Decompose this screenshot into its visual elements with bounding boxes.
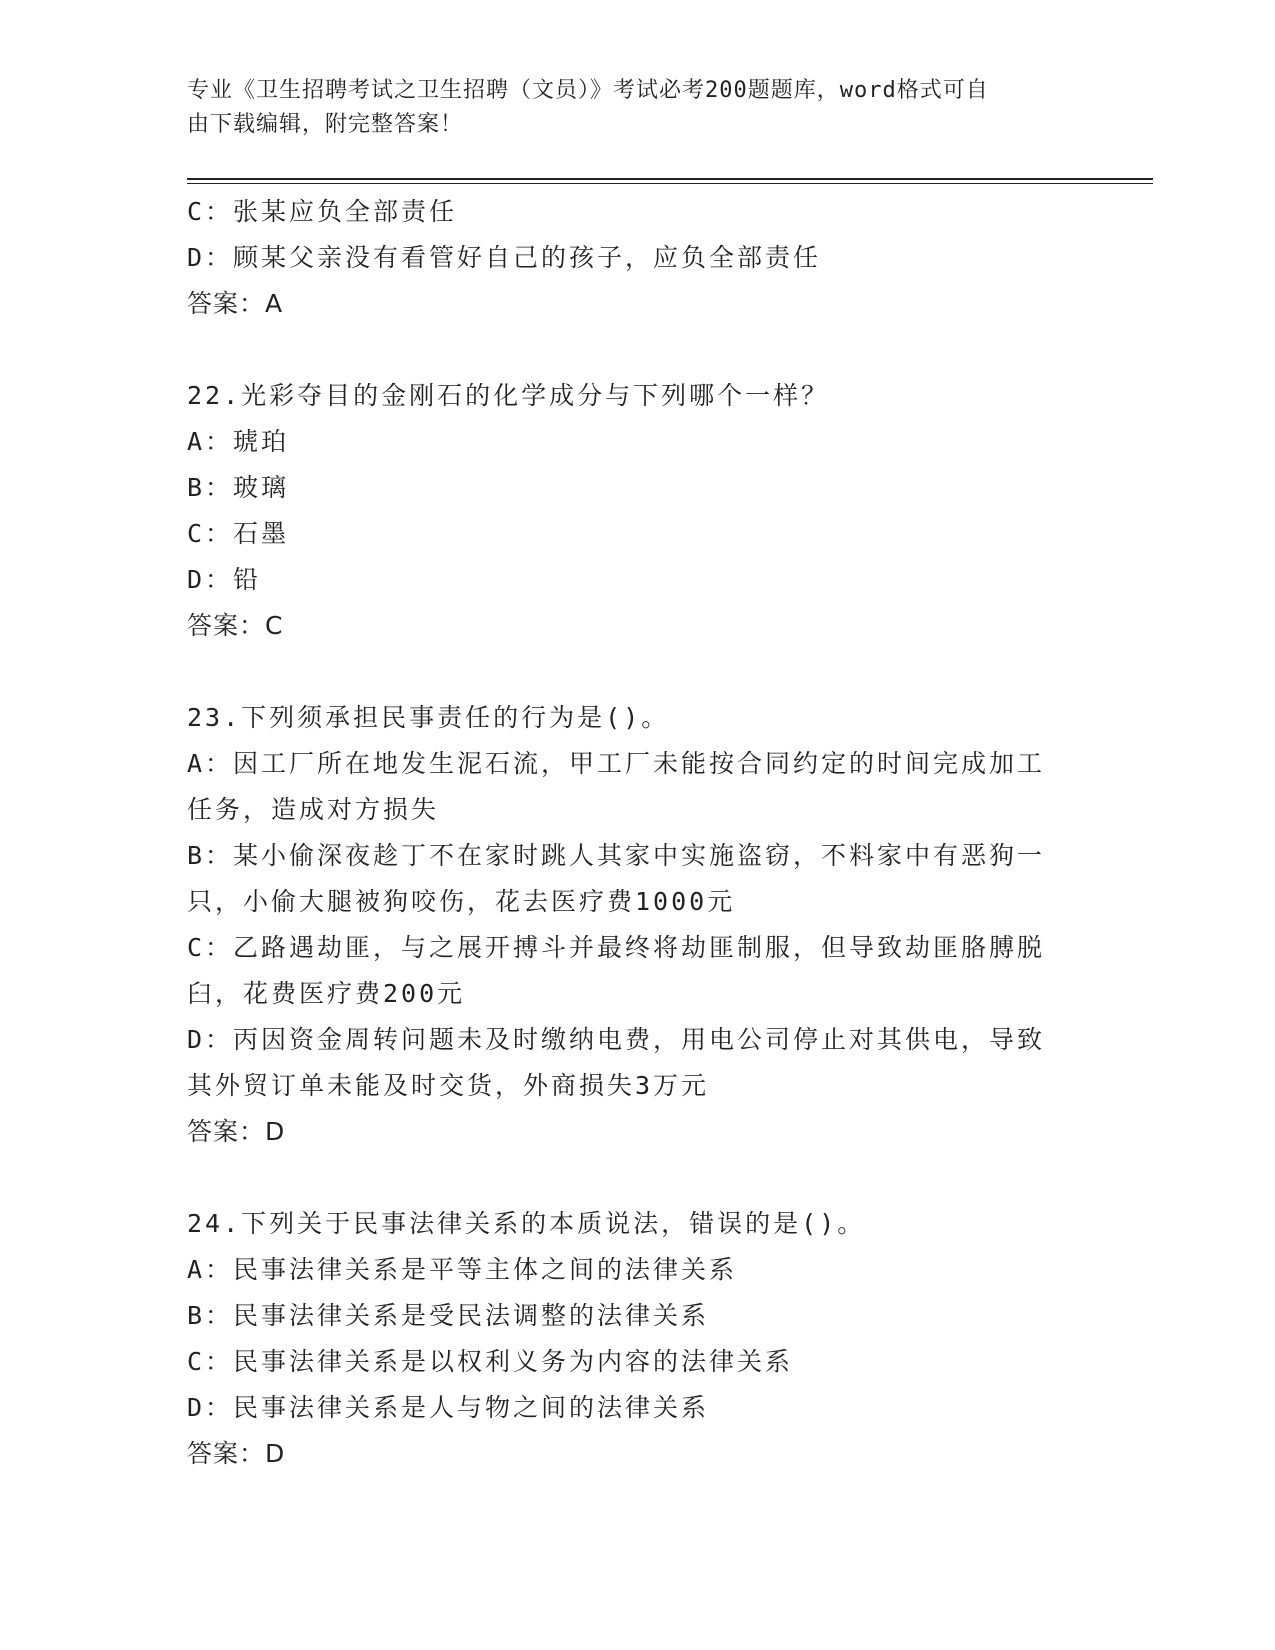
question-list: [187, 189, 1087, 1477]
question-text: 22.光彩夺目的金刚石的化学成分与下列哪个一样？: [187, 381, 830, 410]
option-d: D：顾某父亲没有看管好自己的孩子，应负全部责任: [187, 243, 822, 272]
option-a-line-1: A：因工厂所在地发生泥石流，甲工厂未能按合同约定的时间完成加工: [187, 749, 1046, 778]
option-c-line-1: C：乙路遇劫匪，与之展开搏斗并最终将劫匪制服，但导致劫匪胳膊脱: [187, 933, 1046, 962]
answer: 答案：C: [187, 611, 284, 640]
document-header: [187, 74, 1067, 142]
option-c: C：民事法律关系是以权利义务为内容的法律关系: [187, 1347, 794, 1376]
question-text: 24.下列关于民事法律关系的本质说法，错误的是()。: [187, 1209, 866, 1238]
header-line-2: 由下载编辑，附完整答案！: [187, 112, 464, 137]
question-24: [187, 1201, 1087, 1477]
question-21: [187, 189, 1087, 327]
option-a: A：琥珀: [187, 427, 290, 456]
option-c: C：张某应负全部责任: [187, 197, 458, 226]
option-d: D：民事法律关系是人与物之间的法律关系: [187, 1393, 710, 1422]
spacer: [187, 327, 1087, 373]
answer: 答案：D: [187, 1117, 286, 1146]
option-a-line-2: 任务，造成对方损失: [187, 795, 440, 824]
option-c-line-2: 臼，花费医疗费200元: [187, 979, 466, 1008]
option-d: D：铅: [187, 565, 262, 594]
option-b-line-2: 只，小偷大腿被狗咬伤，花去医疗费1000元: [187, 887, 736, 916]
option-b-line-1: B：某小偷深夜趁丁不在家时跳人其家中实施盗窃，不料家中有恶狗一: [187, 841, 1046, 870]
option-d-line-2: 其外贸订单未能及时交货，外商损失3万元: [187, 1071, 710, 1100]
option-b: B：民事法律关系是受民法调整的法律关系: [187, 1301, 710, 1330]
option-d-line-1: D：丙因资金周转问题未及时缴纳电费，用电公司停止对其供电，导致: [187, 1025, 1046, 1054]
header-divider-thick: [187, 178, 1153, 180]
question-22: [187, 373, 1087, 649]
option-a: A：民事法律关系是平等主体之间的法律关系: [187, 1255, 738, 1284]
answer: 答案：A: [187, 289, 284, 318]
option-b: B：玻璃: [187, 473, 290, 502]
spacer: [187, 649, 1087, 695]
spacer: [187, 1155, 1087, 1201]
question-23: [187, 695, 1087, 1155]
header-line-1: 专业《卫生招聘考试之卫生招聘（文员）》考试必考200题题库，word格式可自: [187, 78, 989, 103]
question-text: 23.下列须承担民事责任的行为是()。: [187, 703, 670, 732]
header-divider-thin: [187, 183, 1153, 184]
option-c: C：石墨: [187, 519, 290, 548]
answer: 答案：D: [187, 1439, 286, 1468]
